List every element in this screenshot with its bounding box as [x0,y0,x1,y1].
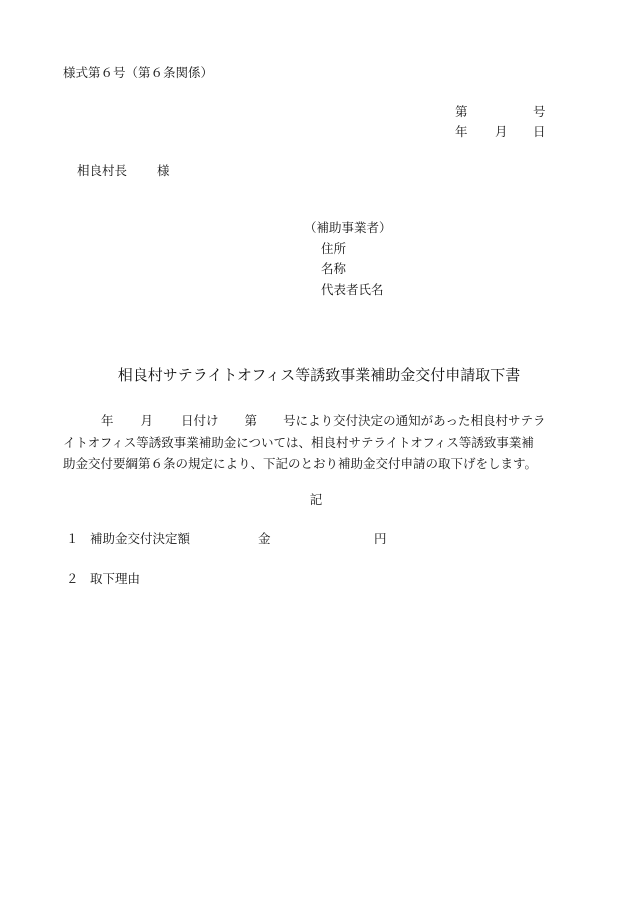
document-title: 相良村サテライトオフィス等誘致事業補助金交付申請取下書 [117,366,521,384]
currency-prefix: 金 [258,531,271,546]
item-label: 取下理由 [90,571,141,586]
body-line-1 [63,415,563,437]
item-number: ２ [66,571,79,586]
applicant-representative-label: 代表者氏名 [321,281,384,297]
applicant-block [304,222,392,304]
document-date [455,126,546,139]
item-subsidy-amount [66,533,387,546]
item-number: １ [66,531,79,546]
form-label: 様式第６号（第６条関係） [63,65,214,80]
applicant-name-label: 名称 [321,261,347,276]
body-line-2: イトオフィス等誘致事業補助金については、相良村サテライトオフィス等誘致事業補 [63,434,534,450]
document-number [455,106,546,119]
document-number-prefix: 第 [455,104,468,119]
body-line-1-rest: 号により交付決定の通知があった相良村サテラ [283,413,546,428]
item-label: 補助金交付決定額 [90,531,191,546]
applicant-address-label: 住所 [321,240,347,256]
body-year: 年 [101,413,114,428]
date-day: 日 [533,124,546,139]
addressee [77,165,170,178]
body-dated: 日付け [181,413,219,428]
body-dai: 第 [244,413,258,428]
applicant-heading: （補助事業者） [304,220,392,235]
document-number-suffix: 号 [533,104,546,119]
item-withdrawal-reason [66,573,140,586]
ki-marker: 記 [309,492,323,507]
addressee-name: 相良村長 [77,163,128,178]
body-line-3: 助金交付要綱第６条の規定により、下記のとおり補助金交付申請の取下げをします。 [63,456,538,471]
body-month: 月 [140,413,154,428]
body-paragraph [63,415,563,480]
currency-suffix: 円 [374,531,387,546]
date-year: 年 [455,124,468,139]
addressee-honorific: 様 [157,163,170,178]
date-month: 月 [495,124,508,139]
